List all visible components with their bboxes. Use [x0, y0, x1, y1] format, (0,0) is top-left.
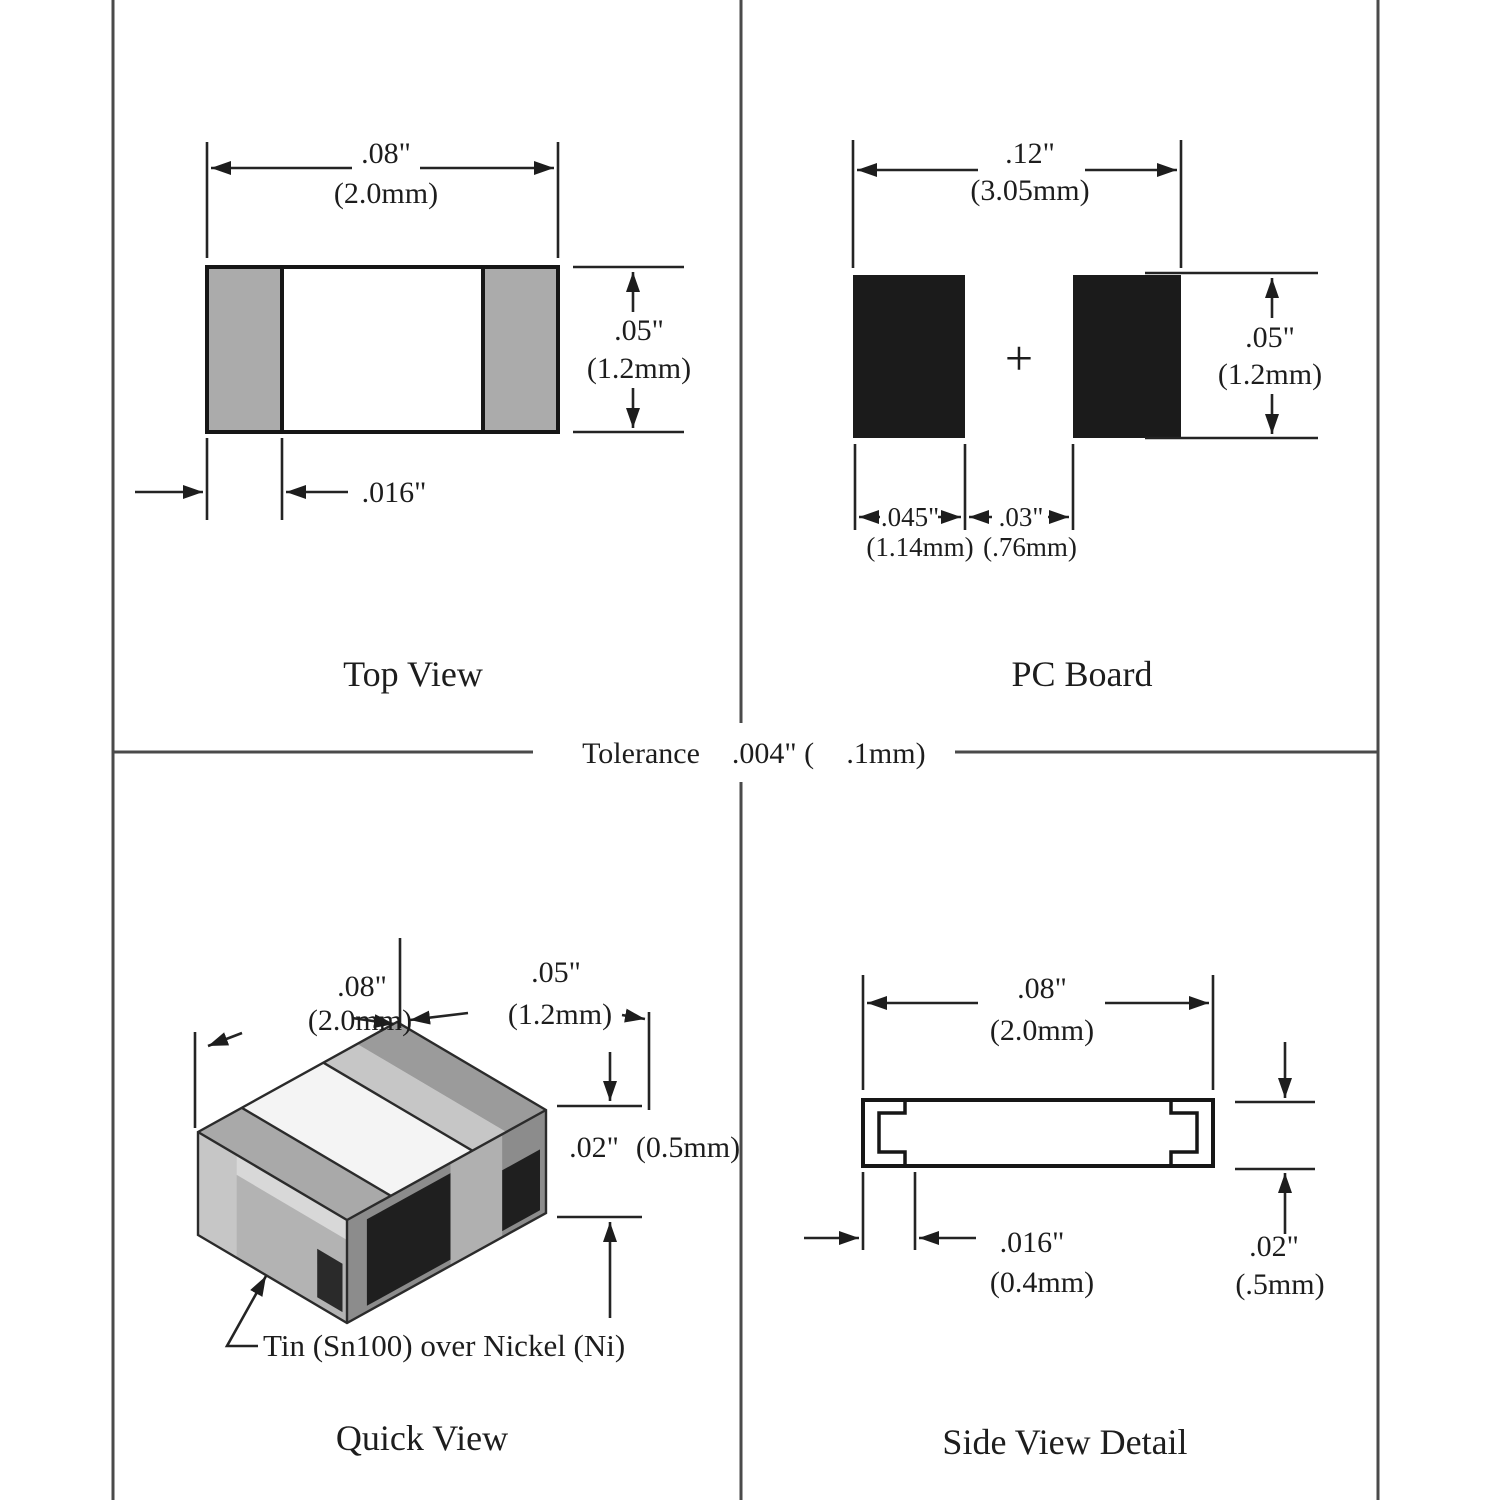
chip-side-outline — [863, 1100, 1213, 1166]
chip-left-terminal — [207, 267, 282, 432]
side-view-thickness-mm: (.5mm) — [1235, 1268, 1325, 1301]
dimension-arrow — [410, 1013, 468, 1020]
pc-board-width-in: .12" — [1005, 137, 1055, 170]
side-view-title: Side View Detail — [942, 1422, 1188, 1462]
top-view-width-in: .08" — [361, 137, 411, 170]
dimension-arrow — [622, 1015, 645, 1019]
side-view-cap-mm: (0.4mm) — [989, 1266, 1095, 1299]
pc-board-height-mm: (1.2mm) — [1217, 358, 1323, 391]
top-view-title: Top View — [343, 654, 483, 694]
quick-view-length-in: .08" — [337, 970, 387, 1003]
quick-view-title: Quick View — [335, 1418, 509, 1458]
tolerance-note — [582, 737, 926, 770]
quick-view-length-mm: (2.0mm) — [307, 1004, 413, 1037]
pc-board-width-mm: (3.05mm) — [970, 174, 1090, 207]
pad-gap-mm: (.76mm) — [983, 532, 1077, 562]
pad-width-mm: (1.14mm) — [866, 532, 974, 562]
side-view-width-mm: (2.0mm) — [989, 1014, 1095, 1047]
side-view-width-in: .08" — [1017, 972, 1067, 1005]
side-view-thickness-in: .02" — [1249, 1230, 1299, 1263]
pc-board-title: PC Board — [1011, 654, 1153, 694]
pad-center-plus: + — [1004, 330, 1034, 386]
tolerance-mm: .1mm) — [846, 737, 926, 770]
plating-leader-arrow — [227, 1276, 266, 1346]
top-view-width-mm: (2.0mm) — [333, 177, 439, 210]
pad-width-in: .045" — [880, 502, 940, 532]
solder-pad-right — [1073, 275, 1181, 438]
tolerance-inches: .004" ( — [731, 737, 815, 770]
quick-view-panel — [195, 938, 740, 1458]
pc-board-height-in: .05" — [1245, 321, 1295, 354]
quick-view-thickness-in: .02" — [569, 1131, 619, 1164]
side-view-cap-in: .016" — [999, 1226, 1065, 1259]
quick-view-thickness-mm: (0.5mm) — [635, 1131, 741, 1164]
top-view-cap-in: .016" — [361, 476, 427, 509]
plating-note: Tin (Sn100) over Nickel (Ni) — [263, 1328, 626, 1363]
top-view-height-mm: (1.2mm) — [586, 352, 692, 385]
quick-view-width-in: .05" — [531, 956, 581, 989]
quick-view-width-mm: (1.2mm) — [507, 998, 613, 1031]
chip-right-terminal — [483, 267, 558, 432]
top-view-height-in: .05" — [614, 314, 664, 347]
side-view-panel — [804, 972, 1325, 1462]
tolerance-label: Tolerance — [582, 737, 700, 770]
solder-pad-left — [853, 275, 965, 438]
dimension-arrow — [208, 1033, 242, 1046]
pc-board-panel — [853, 137, 1322, 694]
pad-gap-in: .03" — [998, 502, 1044, 532]
top-view-panel — [135, 137, 691, 694]
